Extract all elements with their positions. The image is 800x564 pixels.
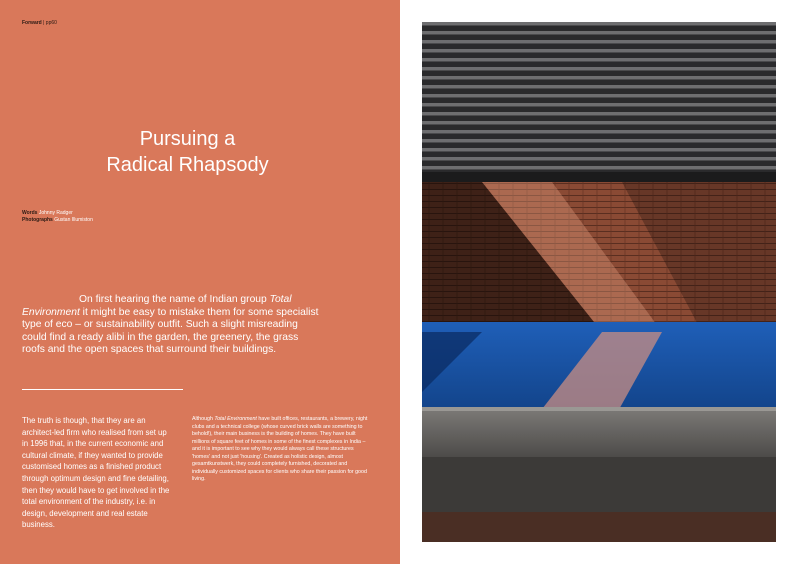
col2-part-1: Although (192, 416, 215, 422)
photos-credit (22, 217, 93, 224)
title-line-2: Radical Rhapsody (106, 154, 269, 176)
lede-part-2: it might be easy to mistake them for some specialist type of eco – or sustainability outfit. Such a slight misreading could find a ready alibi in the garden, the greenery, the grass roofs and the open spaces that surround their buildings. (22, 306, 319, 356)
photos-label: Photographs (22, 217, 53, 223)
pool-photo-svg (422, 22, 776, 542)
photos-name: Gustan Illumiston (52, 217, 93, 223)
col2-part-2: have built offices, restaurants, a brewery, night clubs and a technical college (whose curved brick walls are something to behold!), their main business is the building of homes. They have built millions of square feet of homes in some of the finest complexes in India – and it is important to see why they would always call these structures 'homes' and not just 'housing'. Created as holistic design, almost gesamtkunstwerk, they could completely furnished, decorated and individually customized spaces for clients who share their passion for good living. (192, 416, 368, 482)
wood-deck (422, 512, 776, 542)
words-label: Words (22, 210, 38, 216)
lede-paragraph (22, 294, 320, 357)
divider-rule (22, 389, 183, 390)
page-number: | pp60 (41, 20, 57, 26)
section-name: Forward (22, 20, 42, 26)
article-title (80, 126, 295, 178)
words-credit (22, 210, 93, 217)
lede-italic-name: Total Environment (22, 294, 292, 318)
ceiling-beam (422, 172, 776, 182)
credits (22, 210, 93, 224)
title-line-1: Pursuing a (139, 128, 236, 150)
pool-photograph (422, 22, 776, 542)
lede-part-1: On first hearing the name of Indian group (79, 294, 270, 305)
body-column-2 (192, 416, 372, 484)
pool-ledge (422, 407, 776, 457)
body-column-1: The truth is though, that they are an architect-led firm who realised from set up in 1996 that, in the current economic and cultural climate, if they wanted to provide customised homes as a finished product through optimum design and fine detailing, then they would have to get involved in the total environment of the industry, i.e. in design, development and real estate business. (22, 416, 170, 530)
section-label (22, 20, 57, 26)
words-name: Johnny Radger (37, 210, 73, 216)
col2-italic-name: Total Environment (214, 416, 257, 422)
slatted-ceiling (422, 22, 776, 182)
ledge-edge (422, 407, 776, 411)
